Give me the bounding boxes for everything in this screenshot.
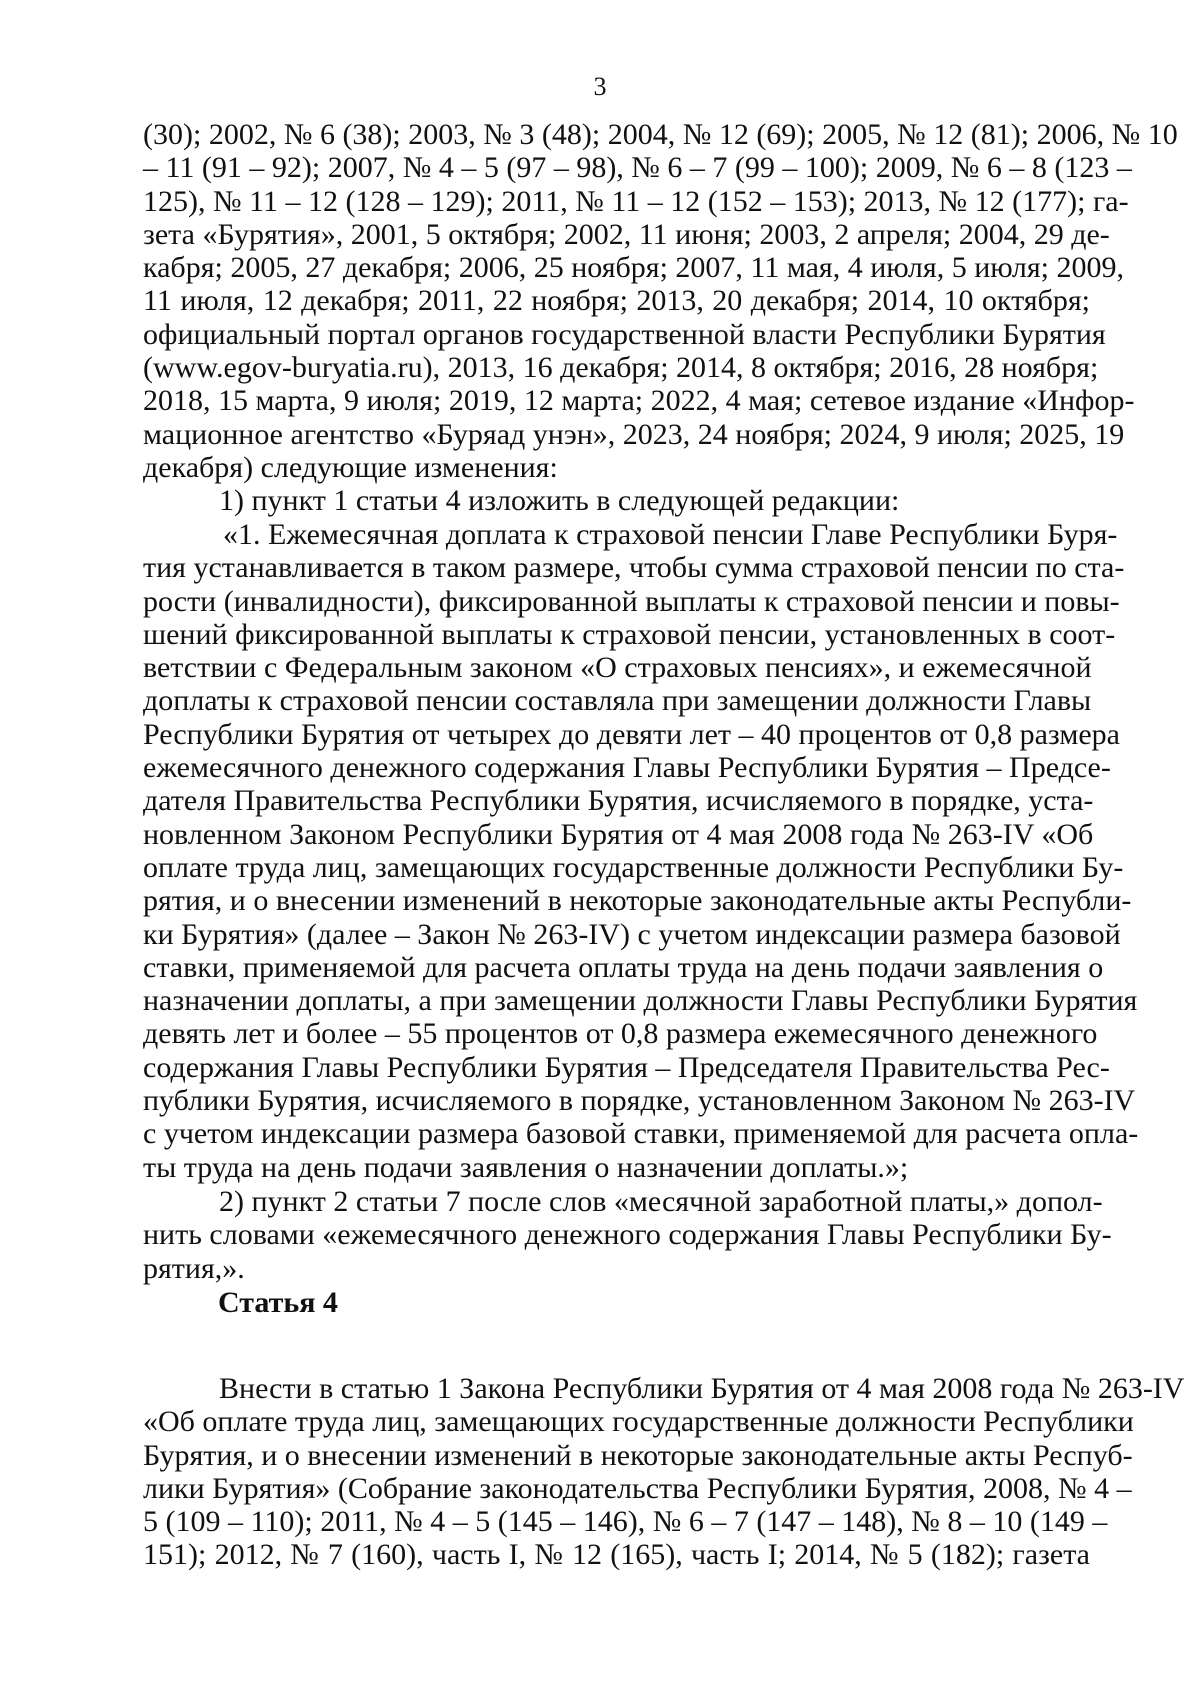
text-line: 151); 2012, № 7 (160), часть I, № 12 (165), часть I; 2014, № 5 (182); газета (143, 1538, 1090, 1572)
text-line: доплаты к страховой пенсии составляла при замещении должности Главы (143, 684, 1092, 718)
text-line: назначении доплаты, а при замещении должности Главы Республики Бурятия (143, 984, 1138, 1018)
article-heading: Статья 4 (218, 1286, 338, 1319)
text-line: ки Бурятия» (далее – Закон № 263-IV) с учетом индексации размера базовой (143, 917, 1121, 951)
text-line: рости (инвалидности), фиксированной выплаты к страховой пенсии и повы- (143, 584, 1120, 618)
text-line: дателя Правительства Республики Бурятия, исчисляемого в порядке, уста- (143, 784, 1094, 818)
text-line: «Об оплате труда лиц, замещающих государственные должности Республики (143, 1405, 1134, 1439)
text-line: 125), № 11 – 12 (128 – 129); 2011, № 11 – 12 (152 – 153); 2013, № 12 (177); га- (143, 184, 1129, 218)
text-line: содержания Главы Республики Бурятия – Председателя Правительства Рес- (143, 1050, 1110, 1084)
text-line: зета «Бурятия», 2001, 5 октября; 2002, 11 июня; 2003, 2 апреля; 2004, 29 де- (143, 217, 1110, 251)
text-line: новленном Законом Республики Бурятия от 4 мая 2008 года № 263-IV «Об (143, 817, 1094, 851)
text-line: 2018, 15 марта, 9 июля; 2019, 12 марта; 2022, 4 мая; сетевое издание «Инфор- (143, 384, 1135, 418)
text-line: мационное агентство «Буряад унэн», 2023, 24 ноября; 2024, 9 июля; 2025, 19 (143, 417, 1125, 451)
text-line: 2) пункт 2 статьи 7 после слов «месячной заработной платы,» допол- (219, 1185, 1103, 1218)
text-line: лики Бурятия» (Собрание законодательства Республики Бурятия, 2008, № 4 – (143, 1471, 1132, 1505)
page-number: 3 (593, 72, 607, 101)
text-line: ветствии с Федеральным законом «О страховых пенсиях», и ежемесячной (143, 651, 1092, 685)
text-line: 11 июля, 12 декабря; 2011, 22 ноября; 2013, 20 декабря; 2014, 10 октября; (143, 284, 1090, 318)
text-line: (www.egov-buryatia.ru), 2013, 16 декабря; 2014, 8 октября; 2016, 28 ноября; (143, 351, 1099, 385)
text-line: Бурятия, и о внесении изменений в некоторые законодательные акты Респуб- (143, 1438, 1133, 1472)
text-line: рятия,». (143, 1251, 245, 1285)
text-line: Внести в статью 1 Закона Республики Бурятия от 4 мая 2008 года № 263-IV (219, 1372, 1185, 1405)
text-line: «1. Ежемесячная доплата к страховой пенсии Главе Республики Буря- (223, 518, 1118, 551)
text-line: рятия, и о внесении изменений в некоторые законодательные акты Республи- (143, 884, 1132, 918)
text-line: официальный портал органов государственной власти Республики Бурятия (143, 317, 1106, 351)
item-1-intro (143, 484, 1090, 517)
item-1-quoted-text (143, 518, 1139, 1184)
article-4-text (143, 1372, 1185, 1572)
text-line: с учетом индексации размера базовой ставки, применяемой для расчета опла- (143, 1117, 1139, 1151)
text-line: ты труда на день подачи заявления о назначении доплаты.»; (143, 1150, 909, 1184)
text-line: 5 (109 – 110); 2011, № 4 – 5 (145 – 146), № 6 – 7 (147 – 148), № 8 – 10 (149 – (143, 1505, 1108, 1539)
text-line: ставки, применяемой для расчета оплаты труда на день подачи заявления о (143, 950, 1104, 984)
text-line: нить словами «ежемесячного денежного содержания Главы Республики Бу- (143, 1218, 1112, 1252)
text-line: кабря; 2005, 27 декабря; 2006, 25 ноября; 2007, 11 мая, 4 июля, 5 июля; 2009, (143, 251, 1125, 285)
text-line: 1) пункт 1 статьи 4 изложить в следующей редакции: (219, 484, 900, 517)
text-line: публики Бурятия, исчисляемого в порядке, установленном Законом № 263-IV (143, 1084, 1136, 1118)
text-line: декабря) следующие изменения: (143, 450, 558, 484)
text-line: тия устанавливается в таком размере, чтобы сумма страховой пенсии по ста- (143, 551, 1125, 585)
text-line: Республики Бурятия от четырех до девяти лет – 40 процентов от 0,8 размера (143, 717, 1120, 751)
paragraph-continuation (143, 118, 1178, 484)
text-line: оплате труда лиц, замещающих государственные должности Республики Бу- (143, 850, 1124, 884)
item-2-text (143, 1185, 1112, 1285)
text-line: девять лет и более – 55 процентов от 0,8 размера ежемесячного денежного (143, 1017, 1098, 1051)
text-line: ежемесячного денежного содержания Главы Республики Бурятия – Предсе- (143, 751, 1111, 785)
text-line: шений фиксированной выплаты к страховой пенсии, установленных в соот- (143, 617, 1116, 651)
text-line: – 11 (91 – 92); 2007, № 4 – 5 (97 – 98), № 6 – 7 (99 – 100); 2009, № 6 – 8 (123 – (143, 151, 1132, 185)
text-line: (30); 2002, № 6 (38); 2003, № 3 (48); 2004, № 12 (69); 2005, № 12 (81); 2006, № 10 (143, 118, 1178, 151)
